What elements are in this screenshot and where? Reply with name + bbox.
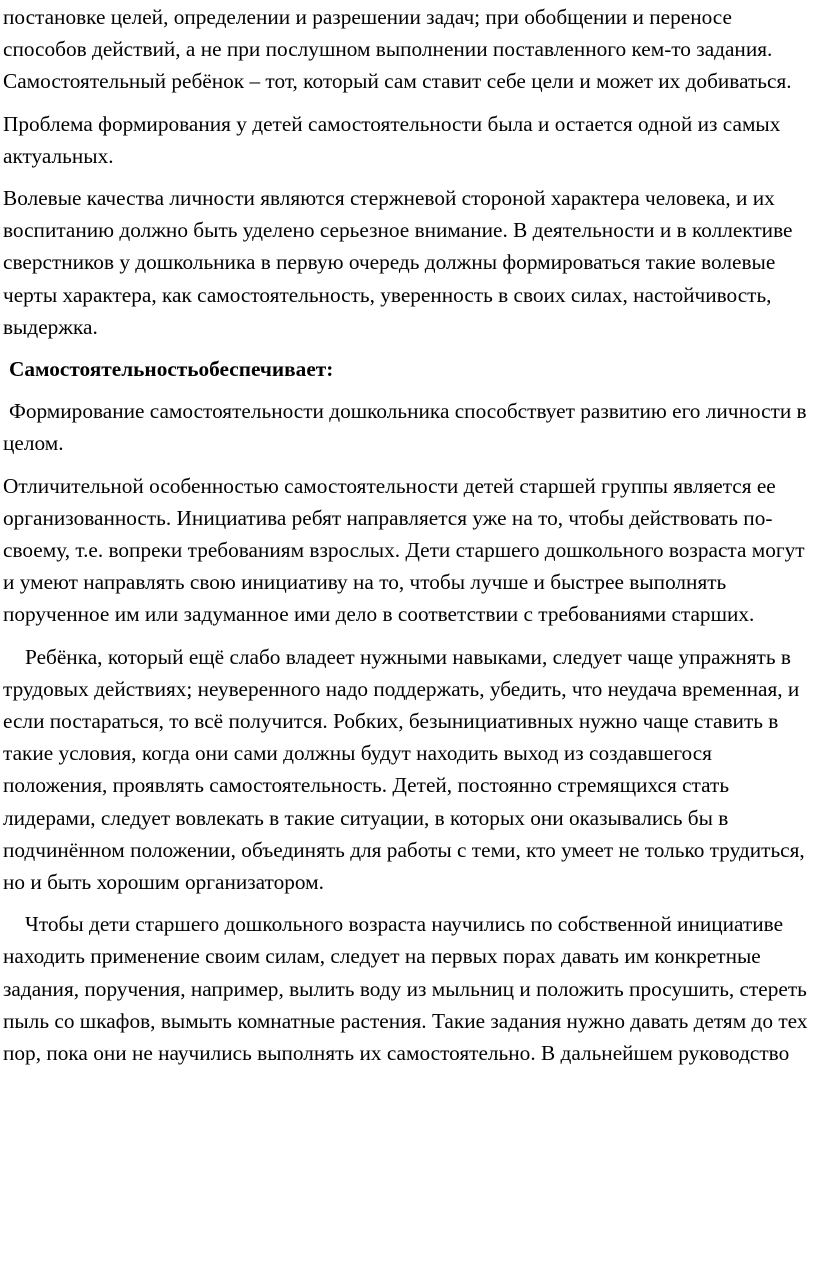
paragraph-initiative: Чтобы дети старшего дошкольного возраста научились по собственной инициативе находить применение своим силам, следует на первых порах давать им конкретные задания, поручения, например, вылить воду из мыльниц и положить просушить, стереть пыль со шкафов, вымыть комнатные растения. Такие задания нужно давать детям до тех пор, пока они не научились выполнять их самостоятельно. В дальнейшем руководство [3, 912, 808, 1066]
paragraph-formation: Формирование самостоятельности дошкольника способствует развитию его личности в целом. [3, 399, 807, 456]
paragraph-gap [3, 98, 810, 108]
section-heading: Самостоятельностьобеспечивает: [9, 357, 334, 382]
paragraph-child-skills: Ребёнка, который ещё слабо владеет нужными навыками, следует чаще упражнять в трудовых действиях; неуверенного надо поддержать, убедить, что неудача временная, и если постараться, то всё получится. Робких, безынициативных нужно чаще ставить в такие условия, когда они сами должны будут находить выход из создавшегося положения, проявлять самостоятельность. Детей, постоянно стремящихся стать лидерами, следует вовлекать в такие ситуации, в которых они оказывались бы в подчинённом положении, объединять для работы с теми, кто умеет не только трудиться, но и быть хорошим организатором. [3, 644, 805, 895]
paragraph-gap [3, 898, 810, 908]
paragraph-gap [3, 172, 810, 182]
paragraph-gap [3, 631, 810, 641]
paragraph-problem: Проблема формирования у детей самостоятельности была и остается одной из самых актуальных. [3, 111, 781, 168]
paragraph-continuation: постановке целей, определении и разрешении задач; при обобщении и переносе способов действий, а не при послушном выполнении поставленного кем-то задания. Самостоятельный ребёнок – тот, который сам ставит себе цели и может их добиваться. [3, 5, 792, 94]
paragraph-gap [3, 385, 810, 395]
paragraph-volitional-qualities: Волевые качества личности являются стержневой стороной характера человека, и их воспитанию должно быть уделено серьезное внимание. В деятельности и в коллективе сверстников у дошкольника в первую очередь должны формироваться такие волевые черты характера, как самостоятельность, уверенность в своих силах, настойчивость, выдержка. [3, 186, 793, 339]
paragraph-gap [3, 343, 810, 353]
paragraph-gap [3, 460, 810, 470]
paragraph-distinctive-feature: Отличительной особенностью самостоятельности детей старшей группы является ее организованность. Инициатива ребят направляется уже на то, чтобы действовать по-своему, т.е. вопреки требованиям взрослых. Дети старшего дошкольного возраста могут и умеют направлять свою инициативу на то, чтобы лучше и быстрее выполнять порученное им или задуманное ими дело в соответствии с требованиями старших. [3, 473, 805, 627]
